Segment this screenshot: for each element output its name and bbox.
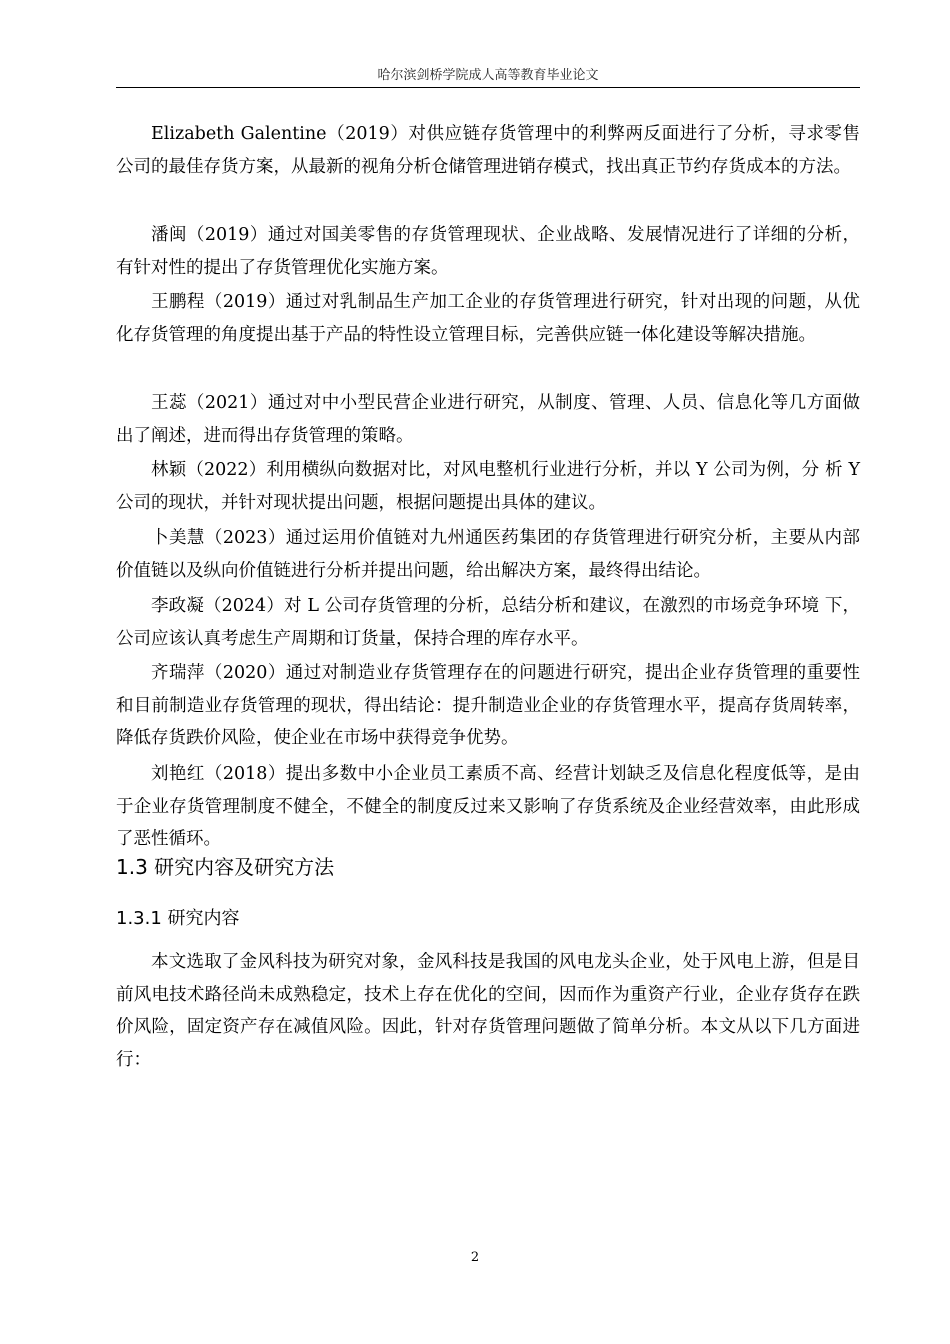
paragraph-lizhengning: 李政凝（2024）对 L 公司存货管理的分析，总结分析和建议，在激烈的市场竞争环境 下，公司应该认真考虑生产周期和订货量，保持合理的库存水平。: [116, 596, 860, 649]
page-number: 2: [470, 1250, 480, 1265]
paragraph-research-content: 本文选取了金风科技为研究对象，金风科技是我国的风电龙头企业，处于风电上游，但是目前风电技术路径尚未成熟稳定，技术上存在优化的空间，因而作为重资产行业，企业存货存在跌价风险，固定资产存在减值风险。因此，针对存货管理问题做了简单分析。本文从以下几方面进行：: [116, 952, 860, 1070]
paragraph-linying: 林颖（2022）利用横纵向数据对比，对风电整机行业进行分析，并以 Y 公司为例，分 析 Y 公司的现状，并针对现状提出问题，根据问题提出具体的建议。: [116, 460, 860, 513]
paragraph-galentine: Elizabeth Galentine（2019）对供应链存货管理中的利弊两反面进行了分析，寻求零售公司的最佳存货方案，从最新的视角分析仓储管理进销存模式，找出真正节约存货成本的方法。: [116, 124, 860, 177]
section-heading: 1.3 研究内容及研究方法: [116, 855, 335, 879]
paragraph-liuyanhong: 刘艳红（2018）提出多数中小企业员工素质不高、经营计划缺乏及信息化程度低等，是由于企业存货管理制度不健全，不健全的制度反过来又影响了存货系统及企业经营效率，由此形成了恶性循环。: [116, 764, 860, 849]
running-header: 哈尔滨剑桥学院成人高等教育毕业论文: [377, 68, 599, 83]
paragraph-wangrui: 王蕊（2021）通过对中小型民营企业进行研究，从制度、管理、人员、信息化等几方面做出了阐述，进而得出存货管理的策略。: [116, 393, 860, 446]
paragraph-qiruiping: 齐瑞萍（2020）通过对制造业存货管理存在的问题进行研究，提出企业存货管理的重要性和目前制造业存货管理的现状，得出结论：提升制造业企业的存货管理水平，提高存货周转率，降低存货跌价风险，使企业在市场中获得竞争优势。: [116, 663, 860, 748]
header-divider: [116, 87, 860, 88]
subsection-heading: 1.3.1 研究内容: [116, 908, 240, 929]
paragraph-wangpengcheng: 王鹏程（2019）通过对乳制品生产加工企业的存货管理进行研究，针对出现的问题，从优化存货管理的角度提出基于产品的特性设立管理目标，完善供应链一体化建设等解决措施。: [116, 292, 860, 345]
paragraph-panmin: 潘闽（2019）通过对国美零售的存货管理现状、企业战略、发展情况进行了详细的分析，有针对性的提出了存货管理优化实施方案。: [116, 225, 860, 278]
paragraph-bumeihui: 卜美慧（2023）通过运用价值链对九州通医药集团的存货管理进行研究分析，主要从内部价值链以及纵向价值链进行分析并提出问题，给出解决方案，最终得出结论。: [116, 528, 860, 581]
